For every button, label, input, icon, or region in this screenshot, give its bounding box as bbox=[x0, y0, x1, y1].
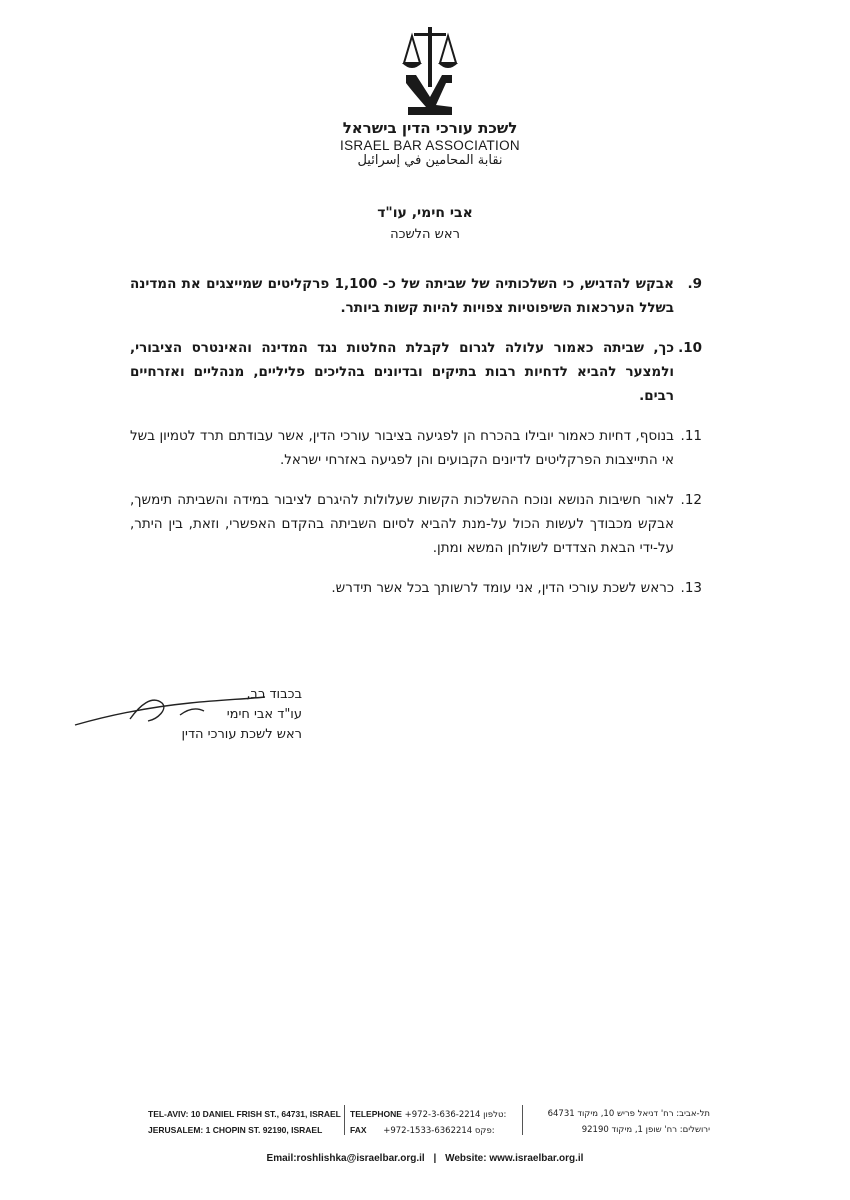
org-name-arabic: نقابة المحامين في إسرائيل bbox=[357, 153, 503, 168]
footer-jerusalem-address-en: JERUSALEM: 1 CHOPIN ST. 92190, ISRAEL bbox=[148, 1125, 323, 1135]
paragraph-text: לאור חשיבות הנושא ונוכח ההשלכות הקשות שעלולות להיגרם לציבור במידה והשביתה תימשך, אבקש מכבודך לעשות הכול על-מנת להביא לסיום השביתה בהקדם האפשרי, וזאת, בין היתר, על-ידי הבאת הצדדים לשולחן המשא ומתן. bbox=[130, 492, 674, 556]
paragraph-number: 11. bbox=[680, 428, 702, 444]
phone-value: +972-3-636-2214 bbox=[404, 1110, 481, 1120]
paragraph-number: 13. bbox=[680, 580, 702, 596]
paragraph-number: 9. bbox=[687, 276, 702, 292]
footer-contact-divider: | bbox=[433, 1153, 437, 1164]
numbered-paragraphs bbox=[130, 272, 702, 616]
scales-of-justice-icon bbox=[390, 25, 470, 117]
footer-phone bbox=[350, 1109, 506, 1120]
paragraph-number: 10. bbox=[678, 340, 702, 356]
fax-value: +972-1533-6362214 bbox=[383, 1126, 473, 1136]
paragraph-10 bbox=[130, 336, 702, 408]
paragraph-text: כראש לשכת עורכי הדין, אני עומד לרשותך בכל אשר תידרש. bbox=[331, 580, 674, 596]
org-name-english: ISRAEL BAR ASSOCIATION bbox=[340, 138, 520, 153]
paragraph-13 bbox=[130, 576, 702, 600]
handwritten-signature-icon bbox=[70, 685, 270, 735]
paragraph-11 bbox=[130, 424, 702, 472]
footer-divider bbox=[344, 1105, 345, 1135]
closing-name: עו"ד אבי חימי bbox=[226, 707, 302, 722]
footer-telaviv-address-he: תל-אביב: רח' דניאל פריש 10, מיקוד 64731 bbox=[547, 1109, 710, 1119]
footer-divider bbox=[522, 1105, 523, 1135]
phone-label: TELEPHONE bbox=[350, 1109, 402, 1119]
letterhead-logo bbox=[340, 25, 520, 195]
fax-label: FAX bbox=[350, 1125, 367, 1135]
closing-signature bbox=[72, 685, 302, 745]
signer-block bbox=[0, 205, 850, 242]
signer-title: ראש הלשכה bbox=[390, 227, 460, 242]
closing-role: ראש לשכת עורכי הדין bbox=[181, 727, 302, 742]
paragraph-12 bbox=[130, 488, 702, 560]
paragraph-text: בנוסף, דחיות כאמור יובילו בהכרח הן לפגיעה בציבור עורכי הדין, אשר עבודתם תרד לטמיון בשל אי התייצבות הפרקליטים לדיונים הקבועים והן לפגיעה באזרחי ישראל. bbox=[130, 428, 674, 468]
phone-label-hebrew: טלפון: bbox=[483, 1110, 507, 1120]
footer-telaviv-address-en: TEL-AVIV: 10 DANIEL FRISH ST., 64731, ISRAEL bbox=[148, 1109, 341, 1119]
paragraph-9 bbox=[130, 272, 702, 320]
closing-regards: בכבוד רב, bbox=[246, 687, 302, 702]
footer-email: Email:roshlishka@israelbar.org.il bbox=[266, 1153, 425, 1164]
org-name-hebrew: לשכת עורכי הדין בישראל bbox=[342, 119, 518, 137]
paragraph-text: כך, שביתה כאמור עלולה לגרום לקבלת החלטות נגד המדינה והאינטרס הציבורי, ולמצער להביא לדחיות רבות בתיקים ובדיונים בהליכים פליליים, מנהליים ואזרחיים רבים. bbox=[130, 340, 674, 404]
paragraph-number: 12. bbox=[680, 492, 702, 508]
footer-contact-line bbox=[0, 1153, 850, 1164]
signer-name: אבי חימי, עו"ד bbox=[377, 205, 473, 221]
footer-fax bbox=[350, 1125, 495, 1136]
fax-label-hebrew: פקס: bbox=[474, 1126, 495, 1136]
paragraph-text: אבקש להדגיש, כי השלכותיה של שביתה של כ- 1,100 פרקליטים שמייצגים את המדינה בשלל הערכאות השיפוטיות צפויות להיות קשות ביותר. bbox=[130, 276, 674, 316]
footer-website: Website: www.israelbar.org.il bbox=[445, 1153, 584, 1164]
footer-jerusalem-address-he: ירושלים: רח' שופן 1, מיקוד 92190 bbox=[581, 1125, 710, 1135]
